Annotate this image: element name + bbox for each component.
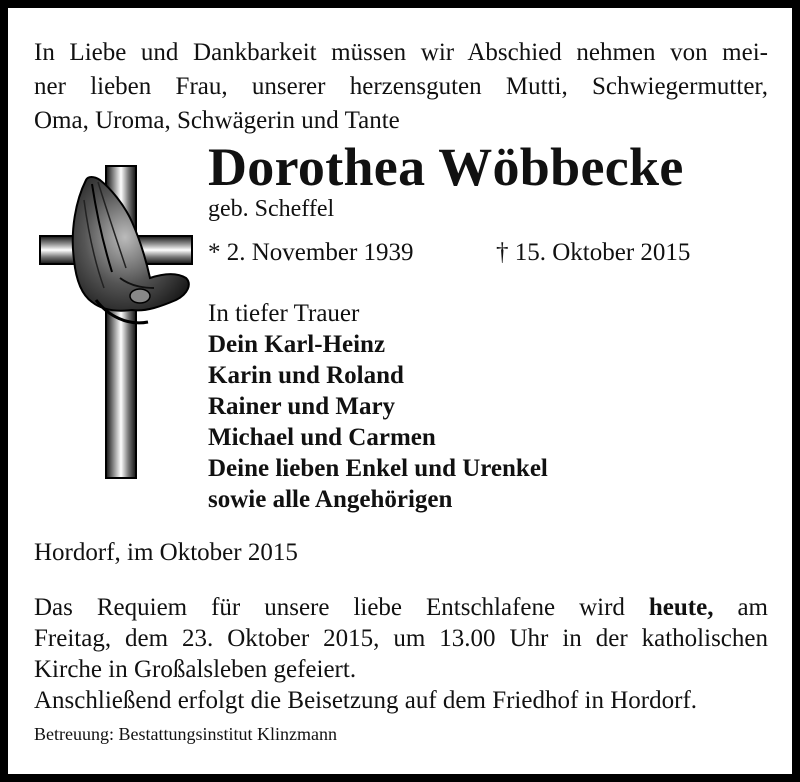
death-date: † 15. Oktober 2015 xyxy=(496,239,691,266)
requiem-line: Freitag, dem 23. Oktober 2015, um 13.00 Uhr in der katholischen xyxy=(34,625,768,652)
deceased-name: Dorothea Wöbbecke xyxy=(208,137,684,197)
place-date: Hordorf, im Oktober 2015 xyxy=(34,539,298,566)
requiem-line-post: am xyxy=(713,594,769,621)
birth-date: * 2. November 1939 xyxy=(208,239,414,266)
mourner-name: Rainer und Mary xyxy=(208,393,396,420)
mourners-block xyxy=(208,298,548,515)
intro-line: ner lieben Frau, unserer herzensguten Mutti, Schwiegermutter, xyxy=(34,73,768,100)
intro-line: Oma, Uroma, Schwägerin und Tante xyxy=(34,107,400,134)
funeral-home-credit: Betreuung: Bestattungsinstitut Klinzmann xyxy=(34,724,337,744)
mourner-name: sowie alle Angehörigen xyxy=(208,486,453,513)
cross-with-praying-hands-icon xyxy=(36,160,196,482)
requiem-line-pre: Das Requiem für unsere liebe Entschlafene wird xyxy=(34,594,649,621)
mourner-name: Deine lieben Enkel und Urenkel xyxy=(208,455,548,482)
mourner-name: Dein Karl-Heinz xyxy=(208,331,386,358)
requiem-line xyxy=(34,592,768,623)
mourner-name: Michael und Carmen xyxy=(208,424,436,451)
mourners-lead: In tiefer Trauer xyxy=(208,300,360,327)
birth-name: geb. Scheffel xyxy=(208,196,335,222)
intro-text xyxy=(34,36,768,138)
requiem-line: Kirche in Großalsleben gefeiert. xyxy=(34,656,357,683)
mourner-name: Karin und Roland xyxy=(208,362,404,389)
obituary-notice xyxy=(8,8,792,774)
requiem-line: Anschließend erfolgt die Beisetzung auf dem Friedhof in Hordorf. xyxy=(34,687,698,714)
requiem-text xyxy=(34,592,768,716)
intro-line: In Liebe und Dankbarkeit müssen wir Abschied nehmen von mei- xyxy=(34,39,768,66)
requiem-emphasis: heute, xyxy=(648,594,714,621)
